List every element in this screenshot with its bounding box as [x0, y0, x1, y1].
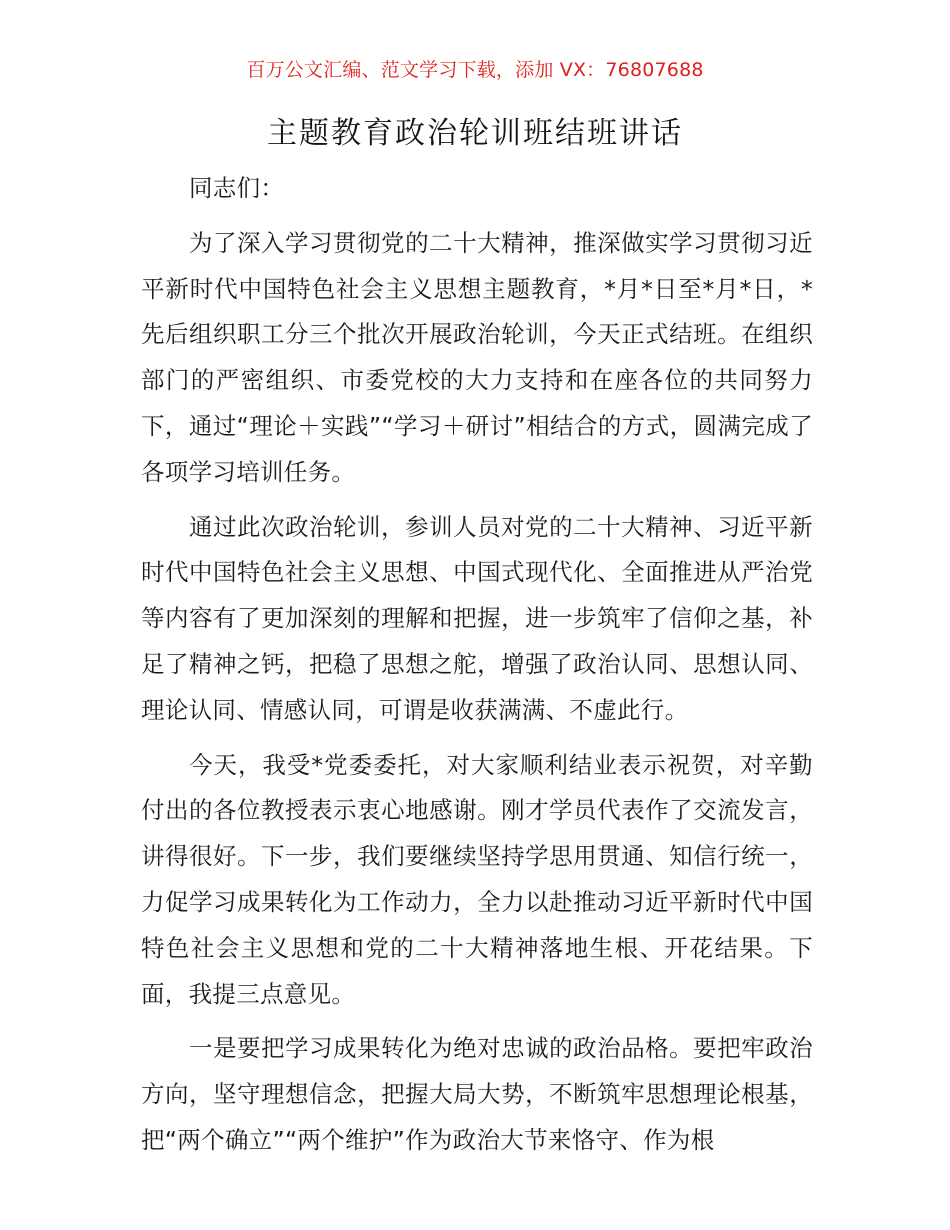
download-banner: 百万公文汇编、范文学习下载，添加 VX：76807688	[246, 59, 704, 81]
paragraph-outcomes: 通过此次政治轮训，参训人员对党的二十大精神、习近平新时代中国特色社会主义思想、中国式现代化、全面推进从严治党等内容有了更加深刻的理解和把握，进一步筑牢了信仰之基，补足了精神之钙，把稳了思想之舵，增强了政治认同、思想认同、理论认同、情感认同，可谓是收获满满、不虚此行。	[141, 512, 813, 724]
document-body	[141, 166, 813, 1164]
salutation: 同志们：	[189, 174, 285, 202]
document-title: 主题教育政治轮训班结班讲话	[267, 116, 683, 151]
paragraph-thanks: 今天，我受*党委委托，对大家顺利结业表示祝贺，对辛勤付出的各位教授表示衷心地感谢。刚才学员代表作了交流发言，讲得很好。下一步，我们要继续坚持学思用贯通、知信行统一，力促学习成果转化为工作动力，全力以赴推动习近平新时代中国特色社会主义思想和党的二十大精神落地生根、开花结果。下面，我提三点意见。	[141, 750, 813, 1008]
paragraph-point-one: 一是要把学习成果转化为绝对忠诚的政治品格。要把牢政治方向，坚守理想信念，把握大局大势，不断筑牢思想理论根基，把“两个确立”“两个维护”作为政治大节来恪守、作为根	[141, 1034, 813, 1154]
paragraph-intro: 为了深入学习贯彻党的二十大精神，推深做实学习贯彻习近平新时代中国特色社会主义思想主题教育，*月*日至*月*日，*先后组织职工分三个批次开展政治轮训，今天正式结班。在组织部门的严密组织、市委党校的大力支持和在座各位的共同努力下，通过“理论＋实践”“学习＋研讨”相结合的方式，圆满完成了各项学习培训任务。	[141, 228, 813, 486]
